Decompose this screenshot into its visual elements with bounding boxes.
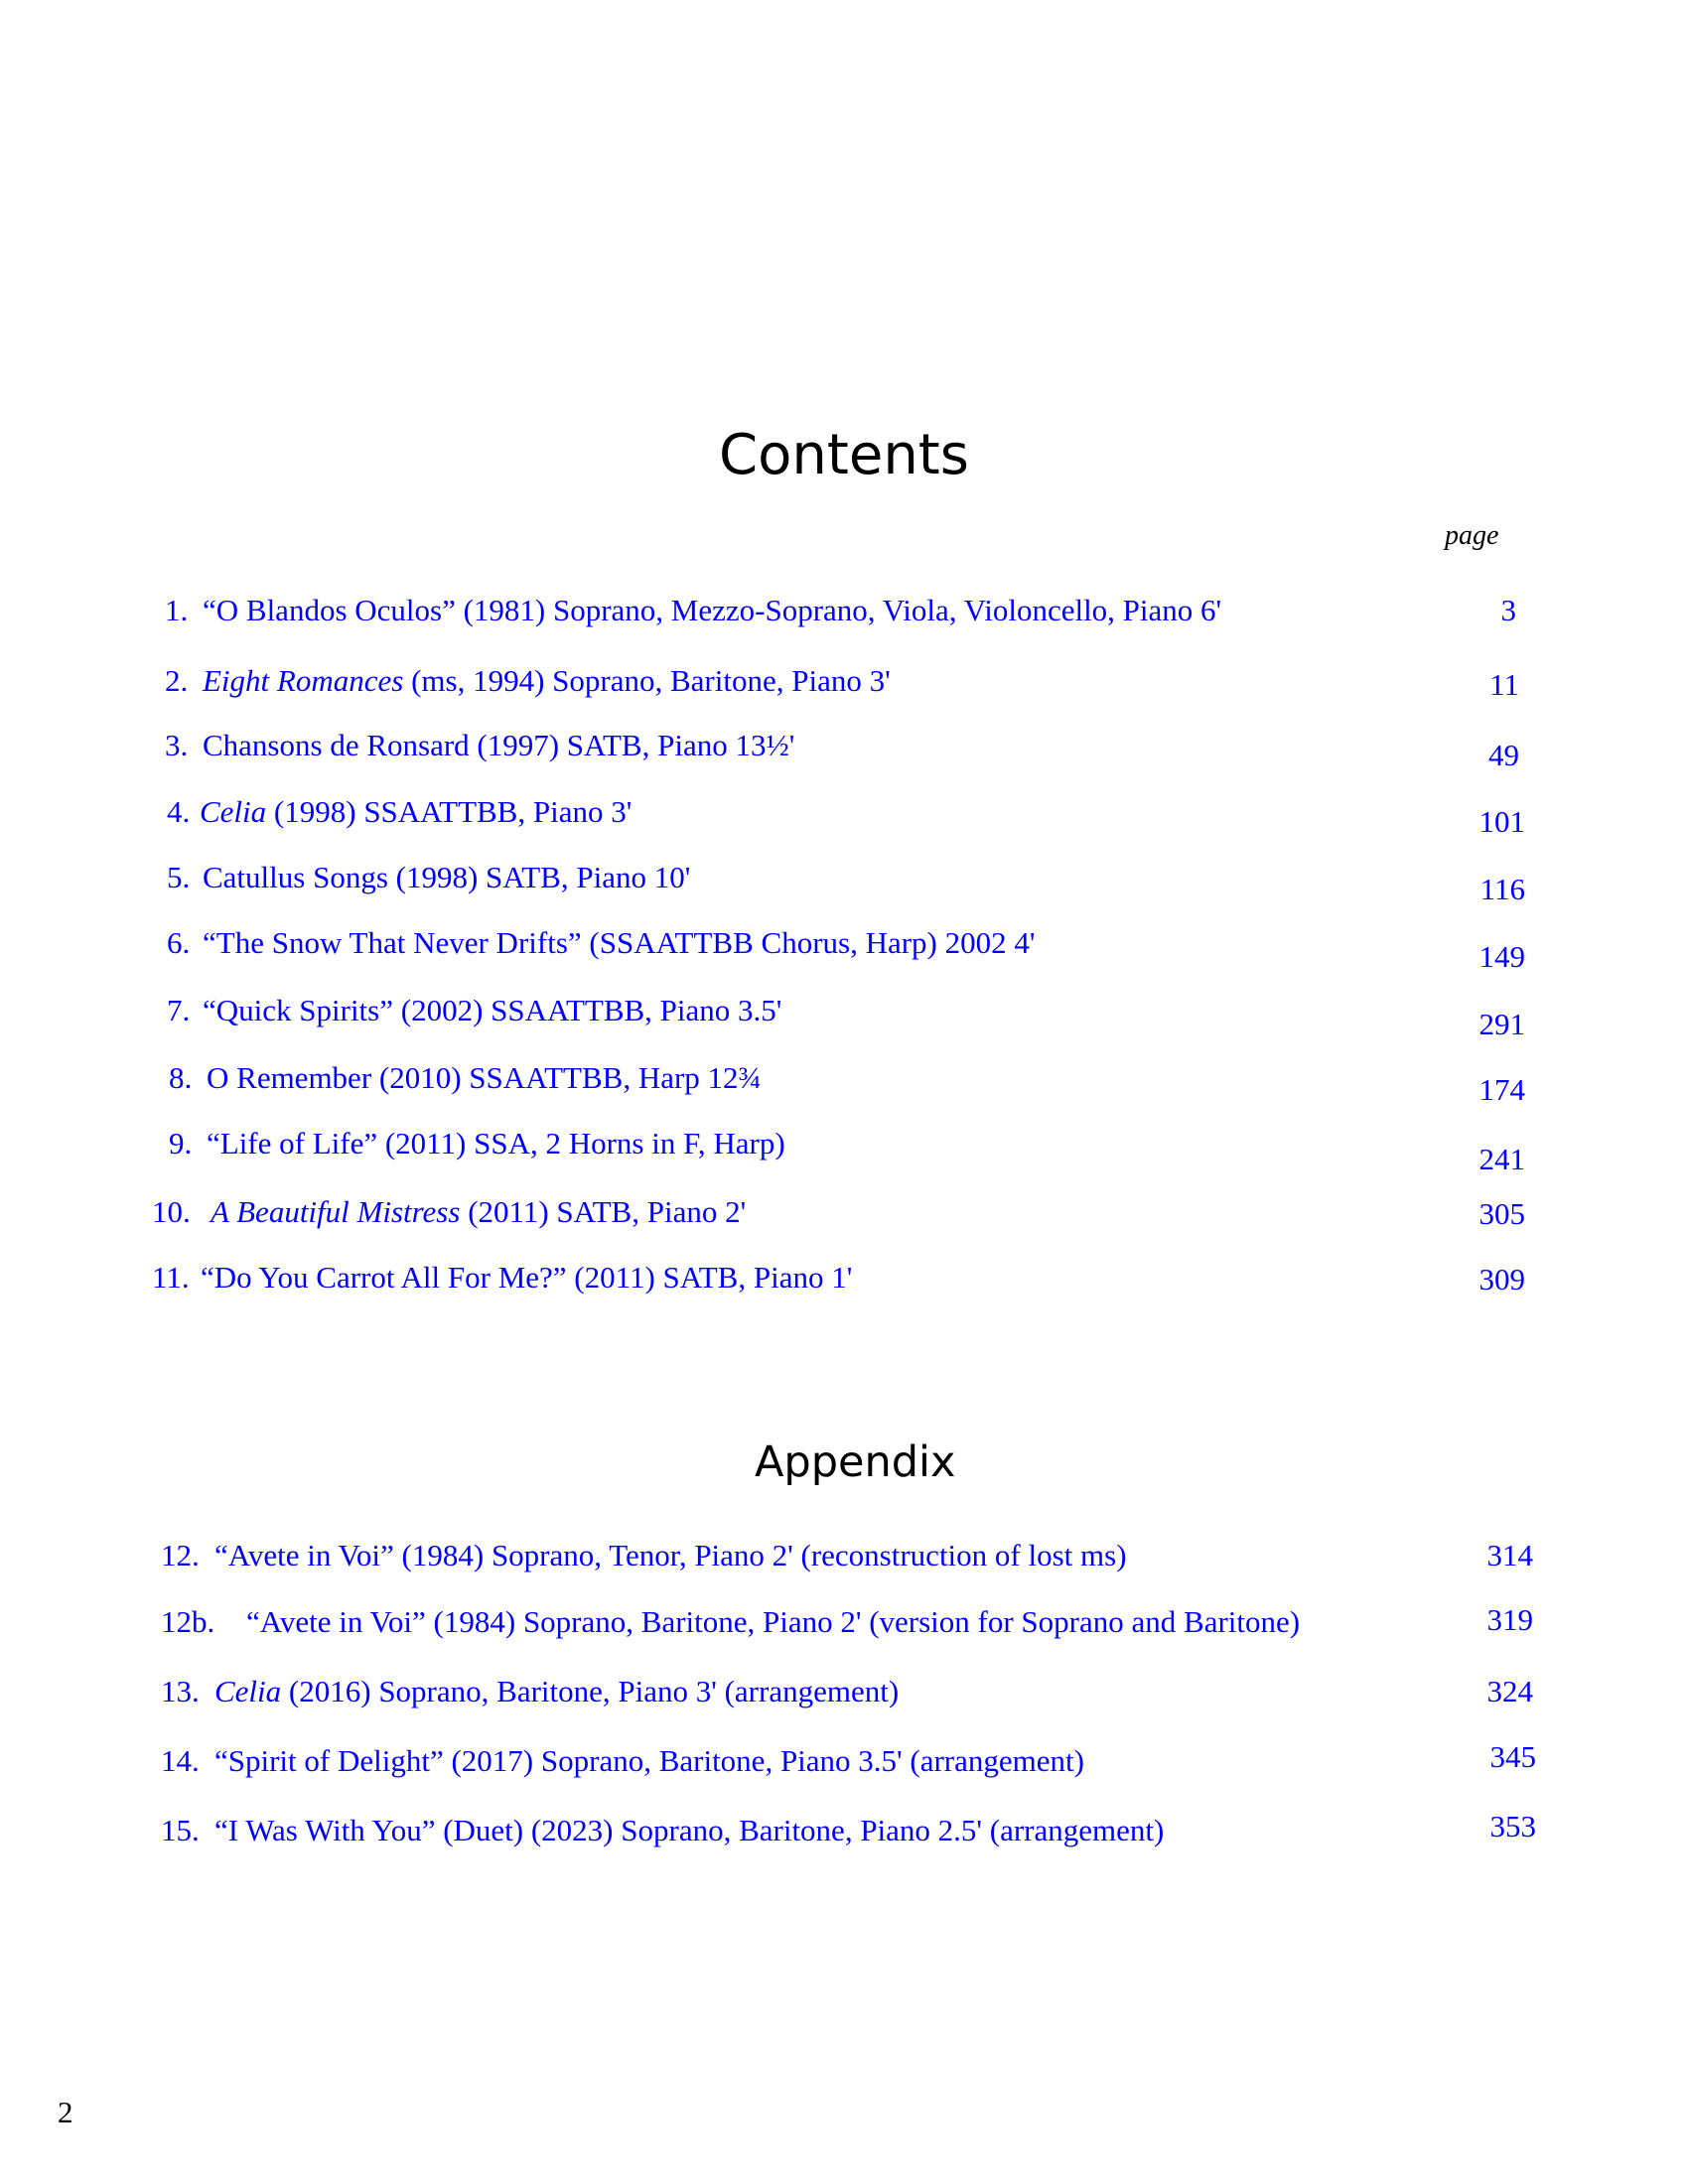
toc-entry-title: “O Blandos Oculos” (1981) Soprano, Mezzo-Soprano, Viola, Violoncello, Piano 6'	[203, 593, 1222, 627]
toc-entry-title: “Avete in Voi” (1984) Soprano, Tenor, Piano 2' (reconstruction of lost ms)	[214, 1538, 1127, 1572]
toc-entry-title: “I Was With You” (Duet) (2023) Soprano, Baritone, Piano 2.5' (arrangement)	[214, 1813, 1165, 1847]
toc-entry-title: “Spirit of Delight” (2017) Soprano, Baritone, Piano 3.5' (arrangement)	[214, 1743, 1084, 1778]
toc-entry-1[interactable]	[0, 589, 1688, 632]
toc-entry-page: 305	[1478, 1196, 1525, 1231]
toc-entry-page: 291	[1478, 1007, 1525, 1041]
toc-entry-title: Eight Romances (ms, 1994) Soprano, Baritone, Piano 3'	[203, 663, 891, 698]
appendix-entry-14[interactable]	[0, 1739, 1688, 1783]
appendix-entry-12[interactable]	[0, 1534, 1688, 1577]
toc-entry-page: 149	[1478, 939, 1525, 974]
toc-entry-title: “Life of Life” (2011) SSA, 2 Horns in F, Harp)	[207, 1126, 785, 1160]
toc-entry-2[interactable]	[0, 659, 1688, 703]
toc-entry-5[interactable]	[0, 856, 1688, 906]
page-column-label: page	[1445, 520, 1499, 551]
toc-entry-page: 309	[1478, 1262, 1525, 1297]
page-number: 2	[58, 2095, 73, 2129]
toc-entry-number: 14.	[161, 1743, 200, 1778]
toc-entry-9[interactable]	[0, 1122, 1688, 1176]
toc-entry-title: Celia (1998) SSAATTBB, Piano 3'	[200, 794, 633, 829]
toc-entry-page: 174	[1478, 1072, 1525, 1107]
toc-entry-page: 314	[1486, 1538, 1533, 1572]
toc-entry-page: 101	[1478, 804, 1525, 839]
toc-entry-page: 241	[1478, 1142, 1525, 1176]
toc-entry-page: 345	[1489, 1739, 1536, 1774]
toc-entry-3[interactable]	[0, 724, 1688, 772]
toc-entry-page: 353	[1489, 1809, 1536, 1843]
toc-entry-number: 12b.	[161, 1604, 215, 1639]
toc-entry-title: Chansons de Ronsard (1997) SATB, Piano 13½'	[203, 728, 795, 762]
toc-entry-number: 4.	[167, 794, 191, 829]
toc-entry-title: “The Snow That Never Drifts” (SSAATTBB Chorus, Harp) 2002 4'	[203, 925, 1036, 960]
appendix-heading: Appendix	[755, 1437, 956, 1487]
toc-entry-11[interactable]	[0, 1256, 1688, 1299]
appendix-entry-15[interactable]	[0, 1809, 1688, 1852]
toc-entry-number: 10.	[152, 1194, 191, 1229]
toc-entry-page: 49	[1488, 738, 1519, 772]
toc-entry-page: 3	[1500, 593, 1516, 627]
toc-entry-4[interactable]	[0, 790, 1688, 839]
toc-entry-number: 11.	[152, 1260, 190, 1295]
toc-entry-title: “Quick Spirits” (2002) SSAATTBB, Piano 3.5'	[203, 993, 782, 1027]
toc-entry-page: 11	[1489, 667, 1519, 702]
toc-entry-title: A Beautiful Mistress (2011) SATB, Piano 2'	[211, 1194, 747, 1229]
toc-entry-title: Celia (2016) Soprano, Baritone, Piano 3' (arrangement)	[214, 1674, 900, 1708]
toc-entry-number: 3.	[165, 728, 189, 762]
toc-entry-number: 15.	[161, 1813, 200, 1847]
toc-entry-title: “Do You Carrot All For Me?” (2011) SATB, Piano 1'	[201, 1260, 853, 1295]
toc-entry-7[interactable]	[0, 989, 1688, 1041]
toc-entry-number: 8.	[169, 1060, 193, 1095]
toc-entry-number: 7.	[167, 993, 191, 1027]
toc-entry-10[interactable]	[0, 1190, 1688, 1234]
appendix-entry-12b[interactable]	[0, 1600, 1688, 1644]
toc-entry-page: 116	[1479, 872, 1525, 906]
toc-entry-number: 2.	[165, 663, 189, 698]
toc-entry-6[interactable]	[0, 921, 1688, 974]
toc-entry-8[interactable]	[0, 1056, 1688, 1107]
toc-entry-title: O Remember (2010) SSAATTBB, Harp 12¾	[207, 1060, 762, 1095]
contents-heading: Contents	[719, 423, 969, 487]
toc-entry-number: 5.	[167, 860, 191, 894]
toc-entry-number: 1.	[165, 593, 189, 627]
toc-entry-page: 319	[1486, 1602, 1533, 1637]
toc-entry-number: 9.	[169, 1126, 193, 1160]
toc-entry-title: “Avete in Voi” (1984) Soprano, Baritone, Piano 2' (version for Soprano and Baritone)	[246, 1604, 1301, 1639]
toc-entry-number: 6.	[167, 925, 191, 960]
toc-entry-number: 13.	[161, 1674, 200, 1708]
appendix-entry-13[interactable]	[0, 1670, 1688, 1713]
toc-entry-number: 12.	[161, 1538, 200, 1572]
toc-entry-page: 324	[1486, 1674, 1533, 1708]
toc-entry-title: Catullus Songs (1998) SATB, Piano 10'	[203, 860, 691, 894]
